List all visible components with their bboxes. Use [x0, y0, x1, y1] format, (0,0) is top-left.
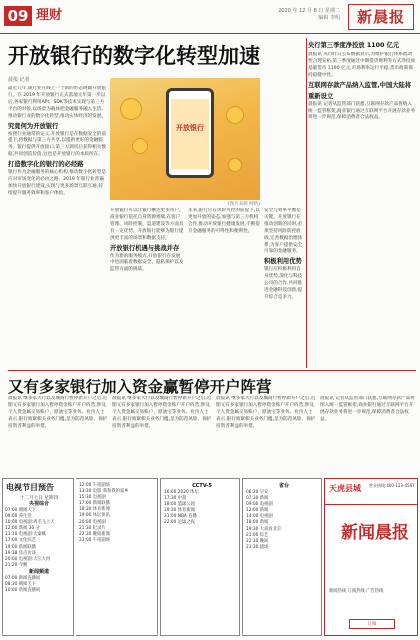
ad-subscribe-button: 订阅 [349, 619, 395, 629]
tv-date: 十二月七日 星期四 [19, 496, 59, 501]
ad-brand: 天虎县城 [329, 484, 361, 493]
col1-para: 最近几年,银行业在线上一个新的形态叫做开放银行。在 2019 年开放银行正式落地元年第一步以后,各家银行利用API、SDK等技术实现与第三方平台的对接,以场景为载体把金融服务融入生活,推动银行业的数字化转型,推动实体经济的发展。 [8, 86, 106, 119]
second-para-2: 晨报讯 继多家大行以及城商行暂停新开户之后,近期又有多家银行加入暂停资金账户开户阵营,涉及个人贵金属交易账户、原油宝等业务。业内人士表示,银行收紧相关业务门槛,是为防范风险、保护投资者利益的举措。 [112, 396, 212, 429]
second-para: 晨报讯 继多家大行以及城商行暂停新开户之后,近期又有多家银行加入暂停资金账户开户阵营,涉及个人贵金属交易账户、原油宝等业务。业内人士表示,银行收紧相关业务门槛,是为防范风险、保护投资者利益的举措。 [8, 396, 108, 429]
tv-item: 13:30 电影:我和我的家乡 [79, 489, 129, 495]
tv-item: 10:00 新闻直播间 [5, 588, 41, 594]
col3-para: 未来,银行应在风险可控的前提下,以更加开放的姿态,加强与第三方机构合作,推动开放银行健康发展,不断提升金融服务的可得性和便利性。 [188, 208, 260, 234]
tv-item: 07:00 朝闻天下 [5, 508, 36, 513]
tv-item: 16:00 2020 体坛 [164, 490, 199, 495]
side-divider [306, 38, 307, 368]
tv-item: 17:00 文化综艺 [5, 538, 36, 544]
col2-subhead: 开放银行机遇与挑战并存 [110, 244, 180, 252]
tv-item: 08:30 朝闻天下 [5, 582, 36, 588]
tv-item: 22:30 晚间 [246, 538, 269, 544]
tv-item: 23:00 午夜剧场 [79, 537, 110, 543]
second-column-4 [320, 396, 416, 474]
ad-footer-text: 新闻热线 订阅热线 广告热线 [329, 589, 384, 594]
second-column-1 [8, 396, 108, 474]
col4-subhead: 积极利用优势 [264, 258, 302, 266]
tv-item: 21:00 综艺 [246, 532, 269, 538]
coin-graphic [120, 98, 142, 120]
tv-item: 17:00 新闻联播 [79, 501, 110, 507]
tv-item: 19:00 体坛快讯 [79, 513, 110, 519]
masthead [0, 0, 420, 34]
ad-masthead: 新闻晨报 [341, 523, 409, 543]
tv-item: 18:00 篮球公园 [164, 502, 195, 508]
lead-headline: 开放银行的数字化转型加速 [8, 44, 260, 68]
editor-text: 编辑 李明 [318, 15, 340, 21]
col1-subhead-a: 究竟何为开放银行 [8, 122, 59, 130]
tv-item: 12:00 午夜剧场 [79, 483, 110, 488]
col2-para-b: 作为新的服务模式,开放银行在发展中也面临着数据安全、隐私保护以及监管方面的挑战。 [110, 253, 184, 273]
col1-para-b: 按照行业通常的定义,开放银行是在数据安全的前提下,将数据与第三方共享,以提供更好的金融服务。银行提供开放接口,第三方调用后获得相关数据,共同创造价值,这也是开放银行的本质所在。 [8, 131, 106, 158]
tv-listings-1 [2, 478, 74, 636]
tv-item: 21:20 今晚 [5, 562, 28, 568]
lead-byline: 晨报 记者 [8, 77, 30, 83]
lead-column-2 [110, 208, 184, 368]
tv-item: 20:00 电视剧 [79, 519, 106, 525]
tv-item: 22:00 足球之夜 [164, 520, 195, 526]
tv-item: 18:30 体育新闻 [79, 507, 110, 513]
tv-item: 23:30 剧场 [246, 544, 269, 550]
coin-graphic [226, 106, 244, 124]
tv-listings-2 [76, 478, 158, 636]
tv-item: 22:30 晚间新闻 [79, 531, 110, 537]
tv-item: 21:00 NBA 直播 [164, 514, 197, 520]
col4-para-b: 银行应积极利用自身优势,深化与科技公司的合作,共同推进金融科技创新,提升综合竞争力。 [264, 267, 303, 300]
tv-title: 电视节目预告 [6, 483, 54, 492]
side-para: 晨报讯 央行昨日公布数据显示,为维护银行体系流动性合理充裕,第三季度通过中期借贷便利等方式净投放基础货币 1100 亿元,市场利率运行平稳,货币政策保持稳健中性。 [308, 52, 416, 78]
col1-subhead-b: 打造数字化的银行的必经路 [8, 161, 84, 169]
tv-channel-4: CCTV-5 [192, 483, 212, 489]
section-divider [8, 370, 416, 371]
lead-column-1 [8, 86, 106, 366]
lead-column-4 [264, 208, 304, 368]
tv-item: 07:00 新闻直播间 [5, 575, 41, 581]
side-subhead: 互联网存款产品纳入监管,中国大陆将重新设立 [308, 81, 412, 100]
tv-channel-1: 央视综合 [28, 501, 49, 507]
tv-item: 18:00 新闻 [246, 520, 269, 526]
second-headline: 又有多家银行加入资金赢暂停开户阵营 [8, 378, 272, 396]
col4-para: 安全与效率平衡是关键。开放银行在推动创新的同时,必须坚持风险防控底线,完善数据治理体系,为客户提供安全可靠的金融服务。 [264, 208, 303, 255]
newspaper-logo: 新晨报 [348, 4, 414, 30]
tv-item: 09:00 养生堂 [5, 514, 32, 520]
second-column-3 [216, 396, 316, 474]
coin-graphic [132, 138, 148, 154]
tv-channel-2: 新闻频道 [28, 568, 49, 575]
tv-item: 19:00 新闻联播 [5, 544, 36, 550]
tv-item: 19:30 大戏看北京 [246, 526, 282, 532]
second-para-4: 晨报讯 记者从监管部门获悉,互联网存款产品将纳入统一监管框架,商业银行通过互联网平台开展存款业务将进一步规范,保障消费者合法权益。 [320, 396, 415, 422]
advertisement [324, 478, 418, 636]
date-text: 2020 年 12 月 8 日 星期二 [278, 8, 340, 14]
tv-item: 06:20 早安 [246, 490, 269, 495]
side-headline: 央行第三季度净投放 1100 亿元 [308, 42, 400, 49]
tv-item: 07:30 新闻 [246, 496, 269, 502]
section-number: 09 [4, 6, 32, 26]
coin-graphic [228, 158, 242, 172]
second-column-2 [112, 396, 212, 474]
date-line [278, 8, 340, 22]
photo-caption: (图片来源 网络) [228, 202, 260, 207]
side-para-b: 晨报讯 记者从监管部门获悉,互联网存款产品将纳入统一监管框架,商业银行通过互联网平台开展存款业务将进一步规范,保障消费者合法权益。 [308, 101, 416, 121]
lead-photo [110, 78, 260, 200]
tv-item: 21:30 纪录片 [79, 525, 106, 531]
tv-item: 20:00 电视剧:大江大河 [5, 556, 51, 562]
col2-para: 开放银行可以让银行触达更多用户。商业银行依托自身资源禀赋,在客户管理、风险控制、渠道建设等方面具有一定优势。开放银行能够为银行提供更丰富的场景和数据支持。 [110, 208, 184, 241]
tv-item: 17:30 中超 [164, 496, 187, 502]
tv-item: 12:00 新闻 [246, 508, 269, 514]
phone-screen [171, 99, 209, 169]
tv-listings-3 [160, 478, 240, 636]
tv-item: 19:30 体育新闻 [164, 508, 195, 514]
phone-graphic [166, 88, 214, 178]
tv-listings-4 [242, 478, 322, 636]
tv-item: 14:00 电视剧 [246, 514, 273, 520]
lead-column-3 [188, 208, 260, 368]
tv-item: 12:00 新闻 30 分 [5, 526, 40, 532]
ad-phone: 营业热线:400-123-4567 [369, 483, 415, 488]
col1-para-c: 银行作为金融服务的核心机构,推动数字化转型是应对市场变化的必由之路。2019 年银行业普遍加快开放银行建设,实现与更多场景互联互通,持续提升服务效率和客户体验。 [8, 170, 106, 196]
tv-item: 13:10 电视剧:大秦赋 [5, 532, 46, 538]
side-column [308, 52, 416, 368]
tv-item: 09:00 电视剧 [246, 502, 273, 508]
photo-label: 开放银行 [176, 124, 204, 132]
section-name: 理财 [36, 8, 63, 23]
second-para-3: 晨报讯 继多家大行以及城商行暂停新开户之后,近期又有多家银行加入暂停资金账户开户阵营,涉及个人贵金属交易账户、原油宝等业务。业内人士表示,银行收紧相关业务门槛,是为防范风险、保护投资者利益的举措。 [216, 396, 316, 429]
tv-item: 10:00 电视剧:鸡毛飞上天 [5, 520, 55, 526]
tv-item: 15:30 电视剧 [79, 495, 106, 501]
tv-item: 19:38 焦点访谈 [5, 550, 36, 556]
tv-channel-5: 省台 [278, 483, 289, 489]
ad-header [325, 479, 418, 505]
